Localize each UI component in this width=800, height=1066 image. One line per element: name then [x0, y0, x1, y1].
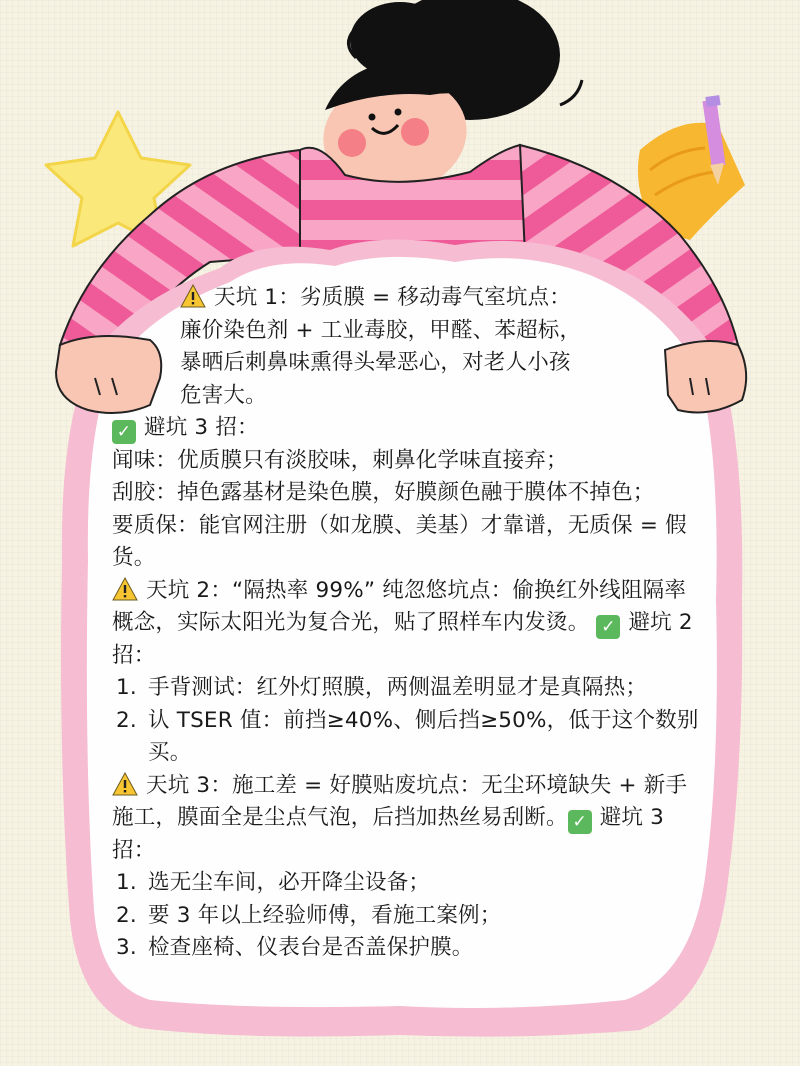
section-1-tip: 闻味：优质膜只有淡胶味，刺鼻化学味直接弃； [112, 447, 568, 473]
section-3-tips-list [112, 867, 702, 965]
section-2-tips-list [112, 672, 702, 770]
section-1-intro [112, 282, 702, 412]
section-1-title: 天坑 1：劣质膜 = 移动毒气室坑点： [180, 282, 702, 315]
section-3-tip: 2. 要 3 年以上经验师傅，看施工案例； [144, 900, 702, 933]
section-1-tip: 要质保：能官网注册（如龙膜、美基）才靠谱，无质保 = 假货。 [112, 512, 687, 570]
section-3-intro: 天坑 3：施工差 = 好膜贴废坑点：无尘环境缺失 + 新手施工，膜面全是尘点气泡，后挡加热丝易刮断。 ✓ 避坑 3 招： [112, 772, 688, 863]
warning-icon [112, 577, 138, 601]
check-mark-icon: ✓ [568, 810, 592, 834]
check-mark-icon: ✓ [596, 615, 620, 639]
section-2-tip: 1. 手背测试：红外灯照膜，两侧温差明显才是真隔热； [144, 672, 702, 705]
section-3-tips-title: 避坑 3 招： [112, 805, 665, 863]
section-1-tip: 刮胶：掉色露基材是染色膜，好膜颜色融于膜体不掉色； [112, 480, 655, 505]
section-3-tip: 1. 选无尘车间，必开降尘设备； [144, 867, 702, 900]
note-content [112, 282, 702, 965]
section-1-body-line: 暴晒后刺鼻味熏得头晕恶心，对老人小孩 [180, 350, 571, 375]
section-1-body-line: 廉价染色剂 + 工业毒胶，甲醛、苯超标， [180, 317, 582, 343]
warning-icon [180, 284, 206, 308]
check-mark-icon: ✓ [112, 420, 136, 444]
section-1-tips-title: ✓ 避坑 3 招： [112, 412, 702, 445]
section-2-tip: 2. 认 TSER 值：前挡≥40%、侧后挡≥50%，低于这个数别买。 [144, 705, 702, 770]
section-2-tips-title: 避坑 2 招： [112, 610, 693, 668]
warning-icon [112, 772, 138, 796]
section-2-intro: 天坑 2：“隔热率 99%” 纯忽悠坑点：偷换红外线阻隔率概念，实际太阳光为复合光，贴了照样车内发烫。 ✓ 避坑 2 招： [112, 577, 693, 668]
section-1-body-line: 危害大。 [180, 382, 267, 408]
section-3-tip: 3. 检查座椅、仪表台是否盖保护膜。 [144, 932, 702, 965]
